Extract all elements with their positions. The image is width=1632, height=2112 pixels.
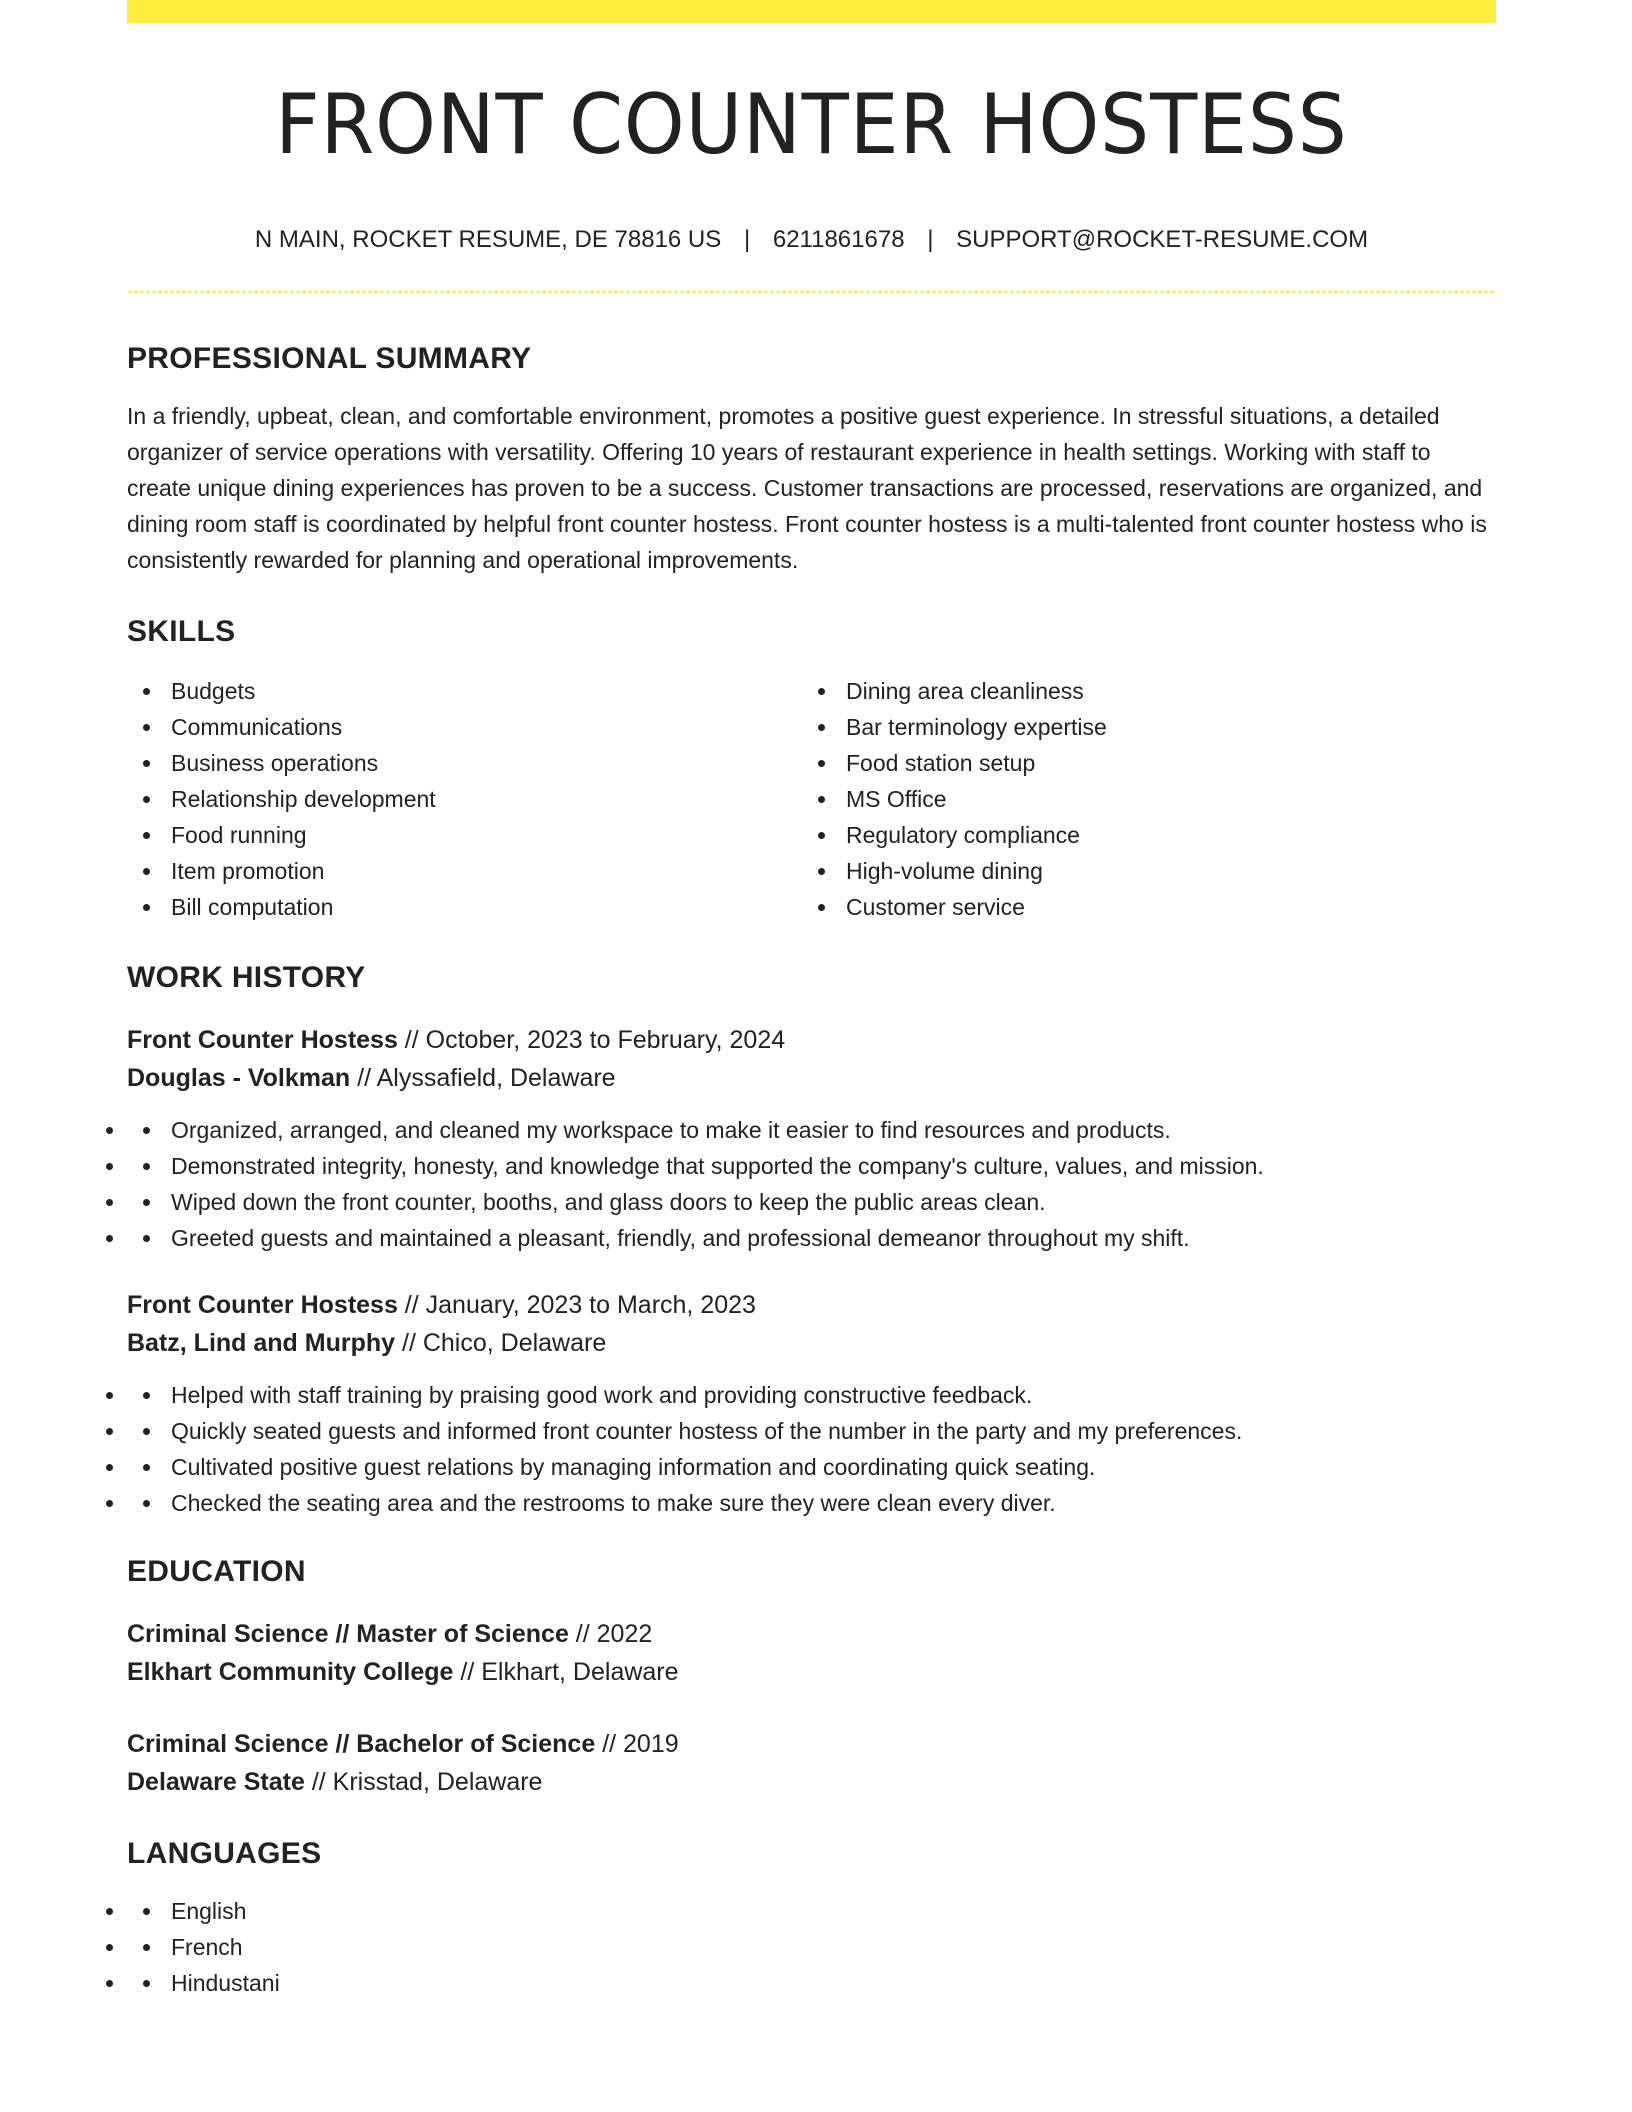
job-company: Douglas - Volkman [127,1064,351,1092]
skill-item: High-volume dining [802,853,1477,889]
school-location: // Krisstad, Delaware [304,1768,543,1796]
skill-item: Bill computation [127,889,802,925]
contact-separator: | [743,226,751,253]
job-company-line [127,1059,1496,1097]
degree: Criminal Science // Master of Science [127,1620,569,1648]
contact-separator: | [927,226,934,253]
skill-item: Business operations [127,745,802,781]
job-duties [127,1377,1496,1521]
duty-item: • Wiped down the front counter, booths, and glass doors to keep the public areas clean. [127,1184,1496,1220]
duty-item: • Helped with staff training by praising good work and providing constructive feedback. [127,1377,1496,1413]
summary-heading: PROFESSIONAL SUMMARY [127,342,532,375]
skills-heading: SKILLS [127,615,236,648]
job-entry [127,1021,1496,1256]
degree-line [127,1725,1496,1763]
language-item: • English [127,1893,1496,1929]
skill-item: MS Office [802,781,1477,817]
education-heading: EDUCATION [127,1555,306,1588]
degree-year: // 2022 [568,1620,653,1648]
work-history-heading: WORK HISTORY [127,961,366,994]
language-item: • French [127,1929,1496,1965]
dotted-divider [127,290,1496,294]
job-duties [127,1112,1496,1256]
duty-item: • Demonstrated integrity, honesty, and knowledge that supported the company's culture, values, and mission. [127,1148,1496,1184]
skills-column-left [127,673,802,925]
school-line [127,1763,1496,1801]
languages-list [127,1893,1496,2001]
job-title-line [127,1021,1496,1059]
skill-item: Item promotion [127,853,802,889]
duty-item: • Greeted guests and maintained a pleasant, friendly, and professional demeanor throughout my shift. [127,1220,1496,1256]
resume-page [127,0,1496,2001]
skill-item: Relationship development [127,781,802,817]
duty-item: • Checked the seating area and the restrooms to make sure they were clean every diver. [127,1485,1496,1521]
job-role: Front Counter Hostess [127,1291,398,1319]
skill-item: Budgets [127,673,802,709]
summary-text: In a friendly, upbeat, clean, and comfortable environment, promotes a positive guest experience. In stressful situations, a detailed organizer of service operations with versatility. Offering 10 years of restaurant experience in health settings. Working with staff to create unique dining experiences has proven to be a success. Customer transactions are processed, reservations are organized, and dining room staff is coordinated by helpful front counter hostess. Front counter hostess is a multi-talented front counter hostess who is consistently rewarded for planning and operational improvements. [127,403,1487,573]
resume-name: FRONT COUNTER HOSTESS [275,76,1348,173]
school-line [127,1653,1496,1691]
job-dates: // October, 2023 to February, 2024 [397,1026,786,1054]
accent-top-bar [127,0,1496,23]
degree: Criminal Science // Bachelor of Science [127,1730,596,1758]
language-item: • Hindustani [127,1965,1496,2001]
skill-item: Communications [127,709,802,745]
duty-item: • Quickly seated guests and informed front counter hostess of the number in the party and my preferences. [127,1413,1496,1449]
job-role: Front Counter Hostess [127,1026,398,1054]
job-location: // Alyssafield, Delaware [350,1064,616,1092]
skill-item: Food running [127,817,802,853]
school: Elkhart Community College [127,1658,454,1686]
job-company: Batz, Lind and Murphy [127,1329,396,1357]
education-entry [127,1725,1496,1801]
skills-column-right [802,673,1477,925]
job-entry [127,1286,1496,1521]
school-location: // Elkhart, Delaware [453,1658,679,1686]
skills-list [127,673,1496,925]
skill-item: Regulatory compliance [802,817,1477,853]
duty-item: • Organized, arranged, and cleaned my workspace to make it easier to find resources and products. [127,1112,1496,1148]
contact-line [127,228,1496,252]
degree-line [127,1615,1496,1653]
contact-address: N MAIN, ROCKET RESUME, DE 78816 US [254,226,722,253]
job-title-line [127,1286,1496,1324]
school: Delaware State [127,1768,305,1796]
languages-heading: LANGUAGES [127,1837,322,1870]
job-location: // Chico, Delaware [395,1329,607,1357]
degree-year: // 2019 [595,1730,679,1758]
skill-item: Dining area cleanliness [802,673,1477,709]
job-company-line [127,1324,1496,1362]
contact-email: SUPPORT@ROCKET-RESUME.COM [956,226,1369,253]
skill-item: Food station setup [802,745,1477,781]
skill-item: Customer service [802,889,1477,925]
contact-phone: 6211861678 [772,226,905,253]
education-entry [127,1615,1496,1691]
job-dates: // January, 2023 to March, 2023 [397,1291,756,1319]
duty-item: • Cultivated positive guest relations by managing information and coordinating quick seating. [127,1449,1496,1485]
skill-item: Bar terminology expertise [802,709,1477,745]
